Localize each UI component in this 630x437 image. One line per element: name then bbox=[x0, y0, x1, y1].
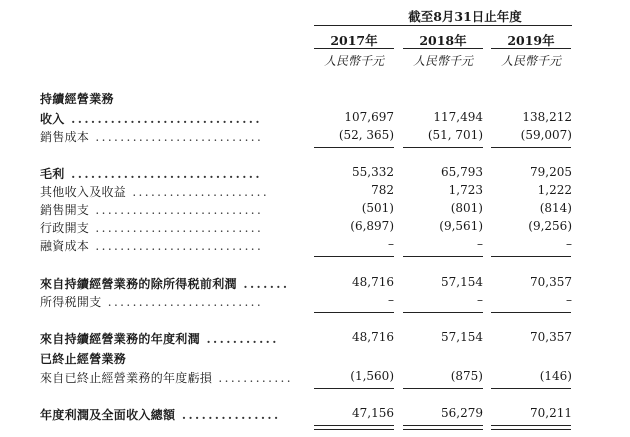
total-double-rule-2017 bbox=[314, 425, 394, 430]
section-continuing-operations: 持續經營業務 bbox=[40, 92, 114, 106]
row-finance-costs-2019: – bbox=[566, 237, 572, 251]
row-cost-of-sales-2017: (52, 365) bbox=[338, 128, 394, 142]
row-loss-discontinued-2018: (875) bbox=[450, 369, 483, 383]
unit-2018: 人民幣千元 bbox=[412, 54, 473, 68]
row-gross-profit-2019: 79,205 bbox=[530, 165, 572, 179]
unit-2017: 人民幣千元 bbox=[323, 54, 384, 68]
row-other-income-2017: 782 bbox=[371, 183, 394, 197]
total-double-rule-2018 bbox=[403, 425, 483, 430]
subtotal-rule-3-2018 bbox=[403, 312, 483, 313]
subtotal-rule-1-2019 bbox=[491, 147, 571, 148]
row-admin-expenses-2019: (9,256) bbox=[528, 219, 572, 233]
row-profit-continuing-2019: 70,357 bbox=[530, 330, 572, 344]
subtotal-rule-4-2019 bbox=[491, 388, 571, 389]
subtotal-rule-1-2018 bbox=[403, 147, 483, 148]
row-admin-expenses-label: 行政開支 ........................... bbox=[40, 221, 264, 235]
total-double-rule-2019 bbox=[491, 425, 571, 430]
subtotal-rule-2-2017 bbox=[314, 256, 394, 257]
row-loss-discontinued-2019: (146) bbox=[539, 369, 572, 383]
row-total-comprehensive-income-label: 年度利潤及全面收入總額 ............... bbox=[40, 408, 281, 422]
row-revenue-2017: 107,697 bbox=[344, 110, 394, 124]
year-rule-2017 bbox=[314, 48, 394, 49]
row-other-income-2019: 1,222 bbox=[537, 183, 572, 197]
subtotal-rule-4-2018 bbox=[403, 388, 483, 389]
year-2018: 2018年 bbox=[419, 33, 467, 48]
row-gross-profit-2018: 65,793 bbox=[441, 165, 483, 179]
row-gross-profit-label: 毛利 ............................. bbox=[40, 167, 262, 181]
row-finance-costs-2017: – bbox=[388, 237, 394, 251]
unit-2019: 人民幣千元 bbox=[500, 54, 561, 68]
period-rule bbox=[314, 25, 572, 26]
row-loss-discontinued-label: 來自已終止經營業務的年度虧損 ............ bbox=[40, 371, 293, 385]
subtotal-rule-4-2017 bbox=[314, 388, 394, 389]
row-total-2017: 47,156 bbox=[352, 406, 394, 420]
row-selling-expenses-label: 銷售開支 ........................... bbox=[40, 203, 264, 217]
row-income-tax-2019: – bbox=[566, 293, 572, 307]
row-cost-of-sales-2018: (51, 701) bbox=[427, 128, 483, 142]
row-other-income-2018: 1,723 bbox=[448, 183, 483, 197]
subtotal-rule-2-2019 bbox=[491, 256, 571, 257]
subtotal-rule-2-2018 bbox=[403, 256, 483, 257]
subtotal-rule-3-2019 bbox=[491, 312, 571, 313]
period-header: 截至8月31日止年度 bbox=[408, 9, 522, 24]
row-loss-discontinued-2017: (1,560) bbox=[350, 369, 394, 383]
row-profit-before-tax-2019: 70,357 bbox=[530, 275, 572, 289]
row-revenue-2019: 138,212 bbox=[522, 110, 572, 124]
year-2017: 2017年 bbox=[330, 33, 378, 48]
row-gross-profit-2017: 55,332 bbox=[352, 165, 394, 179]
row-selling-expenses-2017: (501) bbox=[361, 201, 394, 215]
row-other-income-label: 其他收入及收益 ...................... bbox=[40, 185, 270, 199]
row-selling-expenses-2019: (814) bbox=[539, 201, 572, 215]
row-finance-costs-2018: – bbox=[477, 237, 483, 251]
section-discontinued-operations: 已終止經營業務 bbox=[40, 352, 127, 366]
row-revenue-2018: 117,494 bbox=[433, 110, 483, 124]
row-income-tax-label: 所得税開支 ......................... bbox=[40, 295, 264, 309]
row-income-tax-2018: – bbox=[477, 293, 483, 307]
row-total-2018: 56,279 bbox=[441, 406, 483, 420]
row-income-tax-2017: – bbox=[388, 293, 394, 307]
row-revenue-label: 收入 ............................. bbox=[40, 112, 262, 126]
row-finance-costs-label: 融資成本 ........................... bbox=[40, 239, 264, 253]
subtotal-rule-3-2017 bbox=[314, 312, 394, 313]
row-total-2019: 70,211 bbox=[530, 406, 572, 420]
subtotal-rule-1-2017 bbox=[314, 147, 394, 148]
row-cost-of-sales-label: 銷售成本 ........................... bbox=[40, 130, 264, 144]
row-profit-before-tax-label: 來自持續經營業務的除所得税前利潤 ....... bbox=[40, 277, 290, 291]
row-profit-continuing-label: 來自持續經營業務的年度利潤 ........... bbox=[40, 332, 279, 346]
year-rule-2018 bbox=[403, 48, 483, 49]
year-2019: 2019年 bbox=[507, 33, 555, 48]
row-admin-expenses-2017: (6,897) bbox=[350, 219, 394, 233]
row-selling-expenses-2018: (801) bbox=[450, 201, 483, 215]
row-profit-before-tax-2018: 57,154 bbox=[441, 275, 483, 289]
row-profit-before-tax-2017: 48,716 bbox=[352, 275, 394, 289]
row-admin-expenses-2018: (9,561) bbox=[439, 219, 483, 233]
row-profit-continuing-2017: 48,716 bbox=[352, 330, 394, 344]
row-cost-of-sales-2019: (59,007) bbox=[520, 128, 572, 142]
row-profit-continuing-2018: 57,154 bbox=[441, 330, 483, 344]
year-rule-2019 bbox=[491, 48, 571, 49]
